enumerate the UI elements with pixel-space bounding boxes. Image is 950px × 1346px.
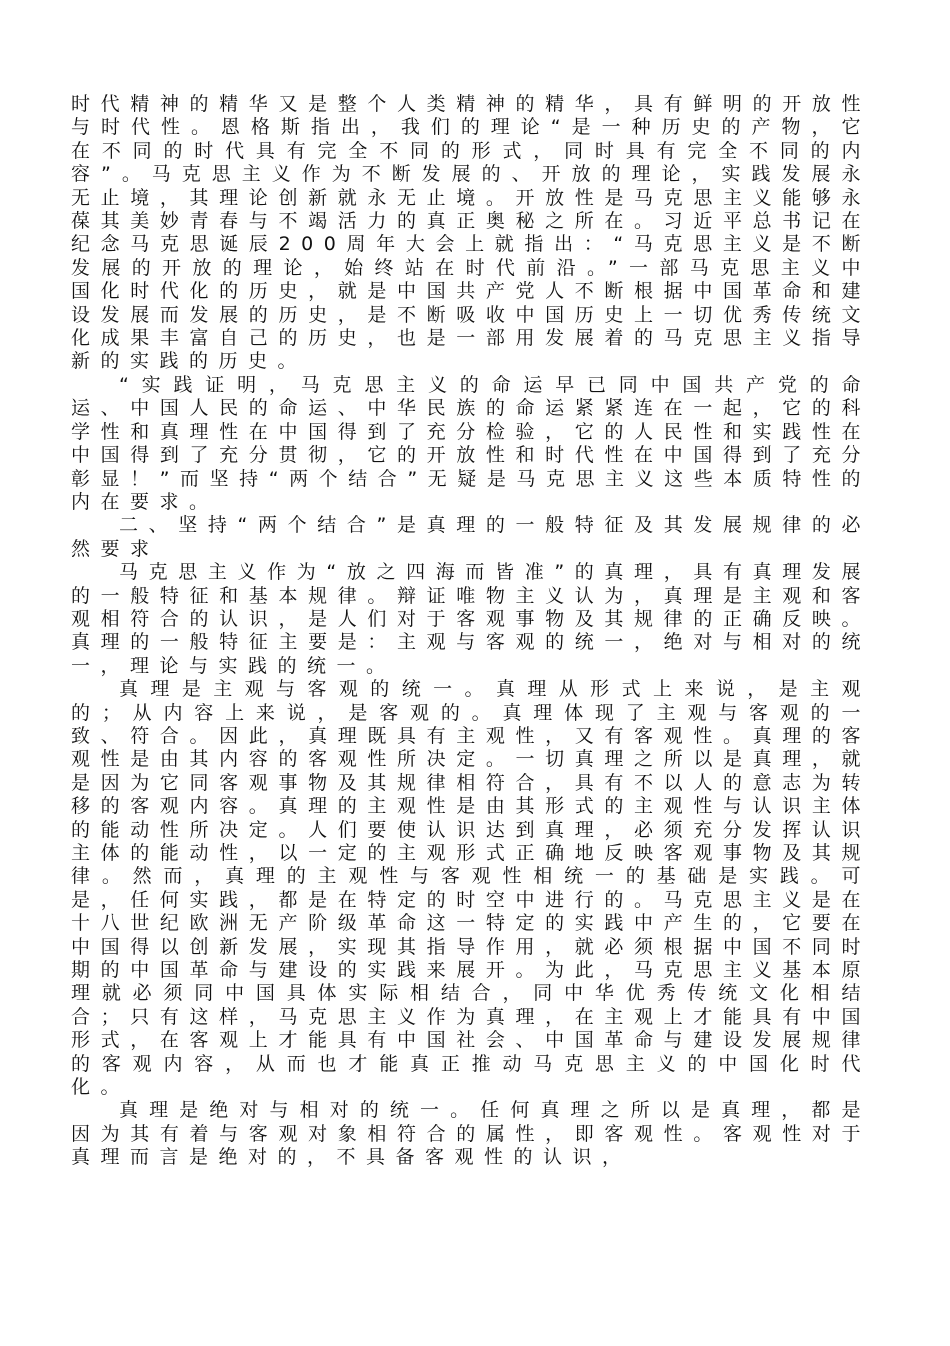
paragraph-universal-truth: 马克思主义作为“放之四海而皆准”的真理，具有真理发展的一般特征和基本规律。辩证唯物主义认为，真理是主观和客观相符合的认识，是人们对于客观事物及其规律的正确反映。真理的一般特征主要是：主观与客观的统一，绝对与相对的统一，理论与实践的统一。 (71, 561, 871, 677)
paragraph-practice-proves: “实践证明，马克思主义的命运早已同中国共产党的命运、中国人民的命运、中华民族的命运紧紧连在一起，它的科学性和真理性在中国得到了充分检验，它的人民性和实践性在中国得到了充分贯彻，它的开放性和时代性在中国得到了充分彰显！”而坚持“两个结合”无疑是马克思主义这些本质特性的内在要求。 (71, 373, 871, 513)
paragraph-absolute-relative: 真理是绝对与相对的统一。任何真理之所以是真理，都是因为其有着与客观对象相符合的属性，即客观性。客观性对于真理而言是绝对的，不具备客观性的认识， (71, 1099, 871, 1169)
paragraph-subjective-objective: 真理是主观与客观的统一。真理从形式上来说，是主观的；从内容上来说，是客观的。真理体现了主观与客观的一致、符合。因此，真理既具有主观性，又有客观性。真理的客观性是由其内容的客观性所决定。一切真理之所以是真理，就是因为它同客观事物及其规律相符合，具有不以人的意志为转移的客观内容。真理的主观性是由其形式的主观性与认识主体的能动性所决定。人们要使认识达到真理，必须充分发挥认识主体的能动性，以一定的主观形式正确地反映客观事物及其规律。然而，真理的主观性与客观性相统一的基础是实践。可是，任何实践，都是在特定的时空中进行的。马克思主义是在十八世纪欧洲无产阶级革命这一特定的实践中产生的，它要在中国得以创新发展，实现其指导作用，就必须根据中国不同时期的中国革命与建设的实践来展开。为此，马克思主义基本原理就必须同中国具体实际相结合，同中华优秀传统文化相结合；只有这样，马克思主义作为真理，在主观上才能具有中国形式，在客观上才能具有中国社会、中国革命与建设发展规律的客观内容，从而也才能真正推动马克思主义的中国化时代化。 (71, 678, 871, 1099)
section-heading-two: 二、坚持“两个结合”是真理的一般特征及其发展规律的必然要求 (71, 514, 871, 560)
paragraph-open-theory: 时代精神的精华又是整个人类精神的精华，具有鲜明的开放性与时代性。恩格斯指出，我们的理论“是一种历史的产物，它在不同的时代具有完全不同的形式，同时具有完全不同的内容”。马克思主义作为不断发展的、开放的理论，实践发展永无止境，其理论创新就永无止境。开放性是马克思主义能够永葆其美妙青春与不竭活力的真正奥秘之所在。习近平总书记在纪念马克思诞辰200周年大会上就指出：“马克思主义是不断发展的开放的理论，始终站在时代前沿。”一部马克思主义中国化时代化的历史，就是中国共产党人不断根据中国革命和建设发展而发展的历史，是不断吸收中国历史上一切优秀传统文化成果丰富自己的历史，也是一部用发展着的马克思主义指导新的实践的历史。 (71, 93, 871, 373)
document-body (71, 93, 871, 1170)
